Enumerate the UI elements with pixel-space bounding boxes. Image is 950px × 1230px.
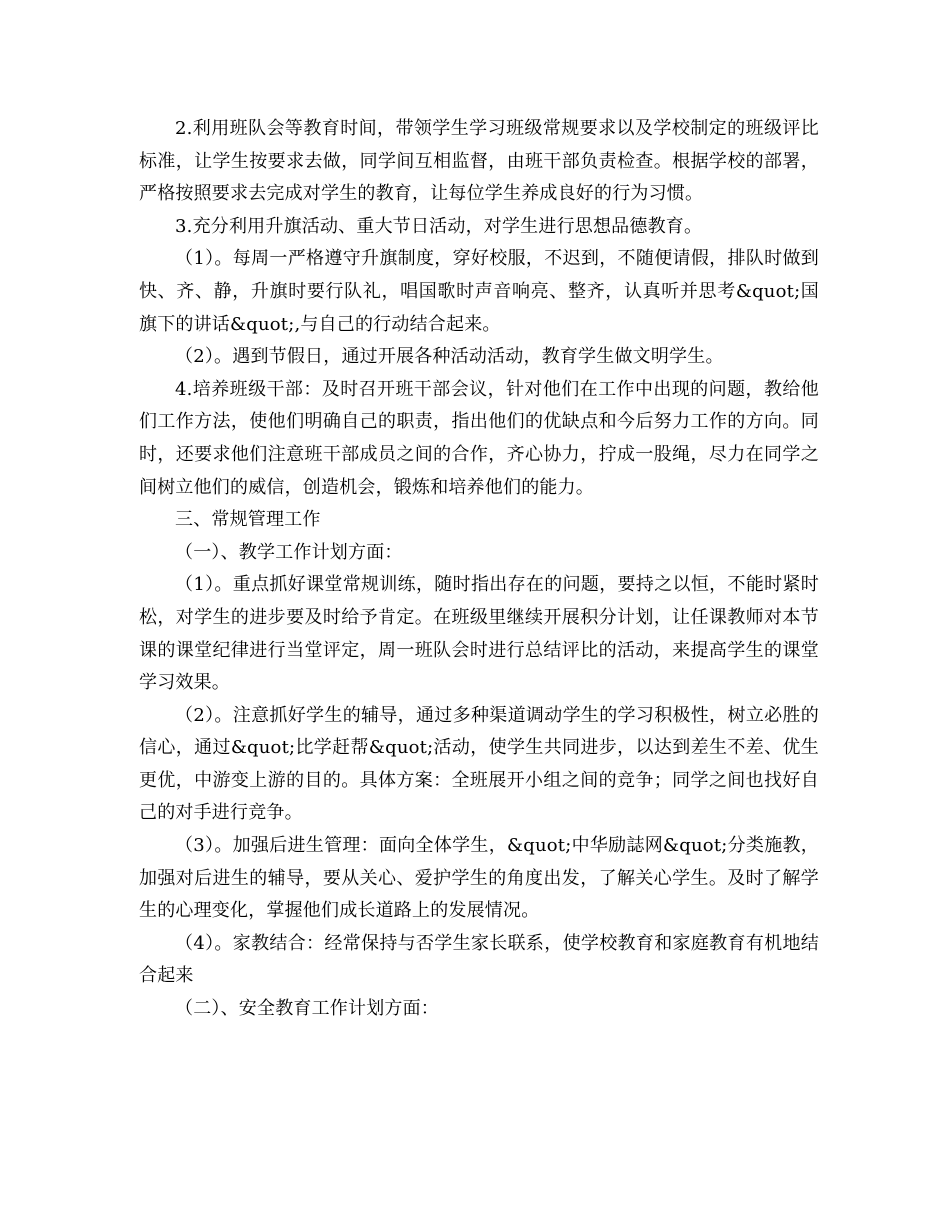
paragraph-class-meeting: 2.利用班队会等教育时间，带领学生学习班级常规要求以及学校制定的班级评比标准，让学生按要求去做，同学间互相监督，由班干部负责检查。根据学校的部署，严格按照要求去完成对学生的教育，让每位学生养成良好的行为习惯。 xyxy=(139,118,819,205)
paragraph-class-cadres: 4.培养班级干部：及时召开班干部会议，针对他们在工作中出现的问题，教给他们工作方法，使他们明确自己的职责，指出他们的优缺点和今后努力工作的方向。同时，还要求他们注意班干部成员之间的合作，齐心协力，拧成一股绳，尽力在同学之间树立他们的威信，创造机会，锻炼和培养他们的能力。 xyxy=(139,378,819,498)
paragraph-home-school: （4）。家教结合：经常保持与否学生家长联系，使学校教育和家庭教育有机地结合起来 xyxy=(139,932,819,987)
paragraph-flag-raising: 3.充分利用升旗活动、重大节日活动，对学生进行思想品德教育。 xyxy=(175,215,703,237)
section-heading-routine-management: 三、常规管理工作 xyxy=(175,509,321,531)
paragraph-holidays: （2）。遇到节假日，通过开展各种活动活动，教育学生做文明学生。 xyxy=(175,346,724,368)
subsection-heading-safety: （二）、安全教育工作计划方面： xyxy=(175,998,439,1020)
paragraph-tutoring: （2）。注意抓好学生的辅导，通过多种渠道调动学生的学习积极性，树立必胜的信心，通过&quot;比学赶帮&quot;活动，使学生共同进步，以达到差生不差、优生更优，中游变上游的目的。具体方案：全班展开小组之间的竞争；同学之间也找好自己的对手进行竞争。 xyxy=(139,704,819,824)
subsection-heading-teaching: （一）、教学工作计划方面： xyxy=(175,541,403,563)
paragraph-classroom-routine: （1）。重点抓好课堂常规训练，随时指出存在的问题，要持之以恒，不能时紧时松，对学生的进步要及时给予肯定。在班级里继续开展积分计划，让任课教师对本节课的课堂纪律进行当堂评定，周一班队会时进行总结评比的活动，来提高学生的课堂学习效果。 xyxy=(139,574,819,694)
paragraph-monday-flag: （1）。每周一严格遵守升旗制度，穿好校服，不迟到，不随便请假，排队时做到快、齐、静，升旗时要行队礼，唱国歌时声音响亮、整齐，认真听并思考&quot;国旗下的讲话&quot;,与自己的行动结合起来。 xyxy=(139,248,819,335)
paragraph-underachievers: （3）。加强后进生管理：面向全体学生，&quot;中华励誌网&quot;分类施教，加强对后进生的辅导，要从关心、爱护学生的角度出发，了解关心学生。及时了解学生的心理变化，掌握他们成长道路上的发展情况。 xyxy=(139,835,819,922)
document-body xyxy=(139,113,819,1026)
